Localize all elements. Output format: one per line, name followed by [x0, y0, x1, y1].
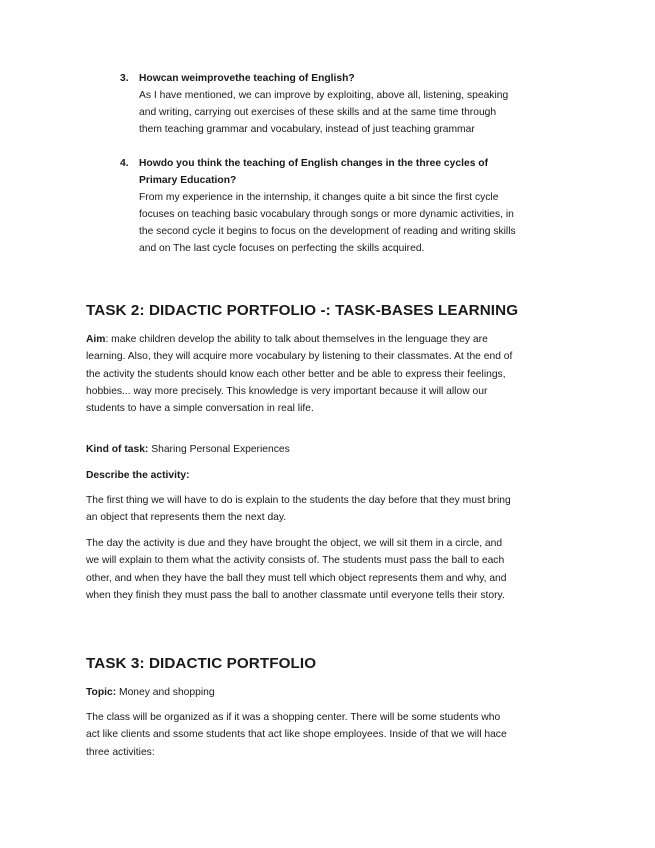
question-item-4	[120, 155, 520, 257]
task3-heading: TASK 3: DIDACTIC PORTFOLIO	[86, 655, 317, 672]
question-number: 4.	[120, 158, 129, 169]
activity-paragraph-2: The day the activity is due and they have brought the object, we will sit them in a circle, and we will explain to them what the activity consists of. The students must pass the ball to each other, and when they have the ball they must tell which object represents them and why, and when they finish they must pass the ball to another classmate until everyone tells their story.	[86, 538, 507, 601]
question-text: Howcan weimprovethe teaching of English?	[139, 73, 355, 84]
aim-label: Aim	[86, 334, 106, 345]
kind-label: Kind of task:	[86, 444, 149, 455]
topic-value: Money and shopping	[116, 687, 215, 698]
answer-text: As I have mentioned, we can improve by exploiting, above all, listening, speaking and writing, carrying out exercises of these skills and at the same time through them teaching grammar and vocabulary, instead of just teaching grammar	[139, 90, 509, 135]
aim-paragraph	[86, 331, 516, 417]
topic-line	[86, 684, 516, 701]
task2-heading: TASK 2: DIDACTIC PORTFOLIO -: TASK-BASES LEARNING	[86, 302, 519, 319]
aim-text: : make children develop the ability to talk about themselves in the lenguage they are learning. Also, they will acquire more vocabulary by listening to their classmates. At the end of the activity the students should know each other better and be able to express their feelings, hobbies... way more precisely. This knowledge is very important because it will allow our students to have a simple conversation in real life.	[86, 334, 513, 415]
question-item-3	[120, 70, 520, 138]
activity-paragraph-1: The first thing we will have to do is explain to the students the day before that they must bring an object that represents them the next day.	[86, 495, 511, 524]
kind-value: Sharing Personal Experiences	[148, 444, 290, 455]
question-text: Howdo you think the teaching of English changes in the three cycles of Primary Education?	[139, 158, 488, 186]
question-number: 3.	[120, 73, 129, 84]
answer-text: From my experience in the internship, it changes quite a bit since the first cycle focuses on teaching basic vocabulary through songs or more dynamic activities, in the second cycle it begins to focus on the development of reading and writing skills and on The last cycle focuses on perfecting the skills acquired.	[139, 192, 516, 254]
task3-paragraph-1: The class will be organized as if it was a shopping center. There will be some students who act like clients and ssome students that act like shope employees. Inside of that we will hace three activities:	[86, 712, 507, 758]
topic-label: Topic:	[86, 687, 117, 698]
kind-of-task	[86, 441, 516, 458]
describe-activity-label: Describe the activity:	[86, 470, 190, 481]
